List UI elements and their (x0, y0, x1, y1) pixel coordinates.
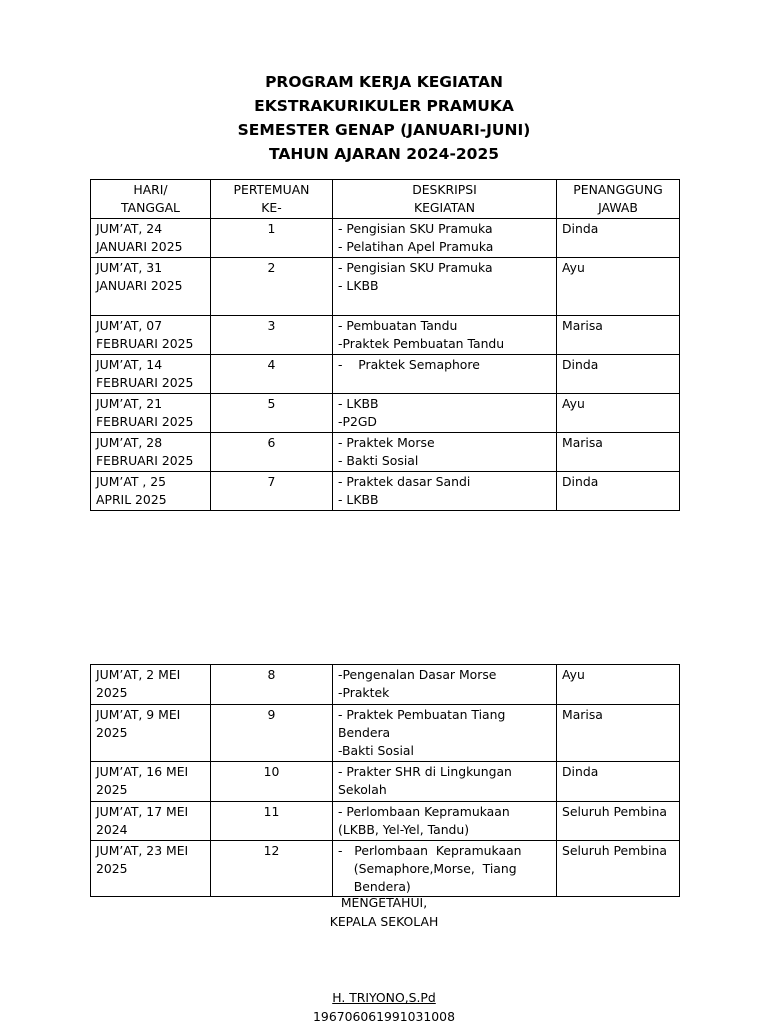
description-cell (333, 355, 557, 394)
day-cell-line: JUM’AT, 16 MEI (96, 764, 189, 779)
pic-cell-text: Marisa (562, 707, 603, 722)
description-cell (333, 665, 557, 705)
day-cell-line: FEBRUARI 2025 (96, 414, 194, 429)
description-cell (333, 219, 557, 258)
pic-cell (557, 394, 680, 433)
description-cell-line: - Prakter SHR di Lingkungan (338, 764, 512, 779)
description-cell-line: - Pengisian SKU Pramuka (338, 221, 493, 236)
header-pic-line: PENANGGUNG (573, 182, 663, 197)
day-cell (91, 762, 211, 802)
pic-cell-text: Seluruh Pembina (562, 804, 667, 819)
pic-cell (557, 316, 680, 355)
pic-cell-text: Dinda (562, 474, 599, 489)
pic-cell-text: Marisa (562, 318, 603, 333)
header-day-line: TANGGAL (121, 200, 180, 215)
meeting-cell (211, 705, 333, 762)
day-cell-line: 2025 (96, 861, 128, 876)
header-desc-line: KEGIATAN (413, 200, 476, 215)
day-cell (91, 316, 211, 355)
description-cell-line: - Perlombaan Kepramukaan (338, 843, 522, 858)
day-cell (91, 355, 211, 394)
meeting-cell-text: 7 (267, 474, 276, 489)
description-cell (333, 472, 557, 511)
day-cell-line: JANUARI 2025 (96, 278, 183, 293)
meeting-cell (211, 802, 333, 841)
meeting-cell-text: 11 (263, 804, 280, 819)
table-row (91, 433, 680, 472)
pic-cell (557, 472, 680, 511)
description-cell-line: Bendera) (338, 879, 411, 894)
principal-label: KEPALA SEKOLAH (329, 914, 439, 929)
signature-block (0, 893, 768, 931)
pic-cell (557, 762, 680, 802)
header-meeting-line: PERTEMUAN (233, 182, 310, 197)
pic-cell-text: Seluruh Pembina (562, 843, 667, 858)
description-cell (333, 705, 557, 762)
day-cell (91, 219, 211, 258)
meeting-cell-text: 2 (267, 260, 276, 275)
table-row (91, 258, 680, 316)
meeting-cell (211, 316, 333, 355)
pic-cell-text: Ayu (562, 260, 585, 275)
pic-cell (557, 355, 680, 394)
pic-cell (557, 841, 680, 897)
meeting-cell (211, 394, 333, 433)
header-pic-line: JAWAB (598, 200, 638, 215)
table-row (91, 665, 680, 705)
day-cell-line: 2025 (96, 725, 128, 740)
description-cell-line: - LKBB (338, 492, 379, 507)
principal-nip: 196706061991031008 (313, 1009, 455, 1024)
description-cell (333, 762, 557, 802)
description-cell-line: - Pembuatan Tandu (338, 318, 458, 333)
table-row (91, 472, 680, 511)
description-cell-line: - Praktek dasar Sandi (338, 474, 471, 489)
meeting-cell-text: 12 (263, 843, 280, 858)
description-cell-line: - Perlombaan Kepramukaan (338, 804, 510, 819)
header-pic (557, 180, 680, 219)
meeting-cell-text: 3 (267, 318, 276, 333)
day-cell-line: FEBRUARI 2025 (96, 375, 194, 390)
table-row (91, 802, 680, 841)
day-cell (91, 258, 211, 316)
pic-cell (557, 802, 680, 841)
day-cell (91, 472, 211, 511)
pic-cell (557, 705, 680, 762)
table-row (91, 355, 680, 394)
description-cell (333, 433, 557, 472)
day-cell-line: JUM’AT, 24 (96, 221, 163, 236)
pic-cell (557, 219, 680, 258)
meeting-cell (211, 219, 333, 258)
meeting-cell (211, 258, 333, 316)
meeting-cell (211, 472, 333, 511)
day-cell-line: 2024 (96, 822, 128, 837)
description-cell (333, 802, 557, 841)
description-cell-line: - LKBB (338, 396, 379, 411)
acknowledged-label: MENGETAHUI, (340, 895, 428, 910)
principal-name: H. TRIYONO,S.Pd (332, 990, 436, 1005)
day-cell (91, 705, 211, 762)
table-row (91, 762, 680, 802)
description-cell-line: - Bakti Sosial (338, 453, 419, 468)
day-cell (91, 394, 211, 433)
meeting-cell (211, 665, 333, 705)
description-cell-line: -Bakti Sosial (338, 743, 414, 758)
document-title (0, 70, 768, 166)
header-meeting (211, 180, 333, 219)
pic-cell (557, 433, 680, 472)
description-cell (333, 841, 557, 897)
description-cell-line: -Praktek (338, 685, 390, 700)
meeting-cell-text: 6 (267, 435, 276, 450)
day-cell-line: JUM’AT, 9 MEI (96, 707, 181, 722)
meeting-cell-text: 9 (267, 707, 276, 722)
pic-cell-text: Dinda (562, 764, 599, 779)
pic-cell (557, 665, 680, 705)
pic-cell-text: Ayu (562, 396, 585, 411)
description-cell-line: -Praktek Pembuatan Tandu (338, 336, 505, 351)
meeting-cell (211, 355, 333, 394)
day-cell-line: JUM’AT, 28 (96, 435, 163, 450)
table-row (91, 394, 680, 433)
day-cell-line: JUM’AT, 07 (96, 318, 163, 333)
pic-cell-text: Dinda (562, 221, 599, 236)
title-line-4: TAHUN AJARAN 2024-2025 (268, 145, 500, 163)
description-cell (333, 316, 557, 355)
table-header-row (91, 180, 680, 219)
description-cell-line: -P2GD (338, 414, 377, 429)
day-cell-line: JUM’AT , 25 (96, 474, 167, 489)
table-row (91, 705, 680, 762)
day-cell (91, 433, 211, 472)
pic-cell-text: Marisa (562, 435, 603, 450)
meeting-cell-text: 5 (267, 396, 276, 411)
day-cell-line: JUM’AT, 21 (96, 396, 163, 411)
description-cell-line: - Praktek Morse (338, 435, 435, 450)
description-cell-line: - Praktek Semaphore (338, 357, 480, 372)
day-cell-line: JUM’AT, 17 MEI (96, 804, 189, 819)
day-cell-line: JUM’AT, 31 (96, 260, 163, 275)
meeting-cell (211, 433, 333, 472)
pic-cell-text: Dinda (562, 357, 599, 372)
title-line-1: PROGRAM KERJA KEGIATAN (265, 73, 503, 91)
description-cell-line: -Pengenalan Dasar Morse (338, 667, 497, 682)
description-cell (333, 394, 557, 433)
description-cell-line: (LKBB, Yel-Yel, Tandu) (338, 822, 470, 837)
description-cell-line: (Semaphore,Morse, Tiang (338, 861, 517, 876)
day-cell-line: FEBRUARI 2025 (96, 336, 194, 351)
description-cell-line: - Praktek Pembuatan Tiang (338, 707, 506, 722)
day-cell-line: 2025 (96, 685, 128, 700)
description-cell-line: - LKBB (338, 278, 379, 293)
day-cell-line: 2025 (96, 782, 128, 797)
pic-cell-text: Ayu (562, 667, 585, 682)
pic-cell (557, 258, 680, 316)
meeting-cell-text: 1 (267, 221, 276, 236)
day-cell (91, 802, 211, 841)
header-day-line: HARI/ (133, 182, 168, 197)
meeting-cell (211, 841, 333, 897)
day-cell-line: APRIL 2025 (96, 492, 167, 507)
description-cell-line: Sekolah (338, 782, 387, 797)
day-cell-line: JUM’AT, 23 MEI (96, 843, 189, 858)
meeting-cell-text: 4 (267, 357, 276, 372)
title-line-2: EKSTRAKURIKULER PRAMUKA (254, 97, 514, 115)
description-cell-line: Bendera (338, 725, 391, 740)
signature-name-block (0, 988, 768, 1026)
header-desc-line: DESKRIPSI (412, 182, 477, 197)
day-cell-line: FEBRUARI 2025 (96, 453, 194, 468)
header-meeting-line: KE- (261, 200, 282, 215)
meeting-cell-text: 8 (267, 667, 276, 682)
schedule-table-1 (90, 179, 680, 511)
meeting-cell (211, 762, 333, 802)
day-cell (91, 665, 211, 705)
table-row (91, 219, 680, 258)
day-cell-line: JANUARI 2025 (96, 239, 183, 254)
title-line-3: SEMESTER GENAP (JANUARI-JUNI) (237, 121, 531, 139)
header-desc (333, 180, 557, 219)
day-cell-line: JUM’AT, 14 (96, 357, 163, 372)
day-cell (91, 841, 211, 897)
description-cell (333, 258, 557, 316)
table-row (91, 841, 680, 897)
description-cell-line: - Pengisian SKU Pramuka (338, 260, 493, 275)
table-row (91, 316, 680, 355)
description-cell-line: - Pelatihan Apel Pramuka (338, 239, 494, 254)
header-day (91, 180, 211, 219)
meeting-cell-text: 10 (263, 764, 280, 779)
schedule-table-2 (90, 664, 680, 897)
day-cell-line: JUM’AT, 2 MEI (96, 667, 181, 682)
